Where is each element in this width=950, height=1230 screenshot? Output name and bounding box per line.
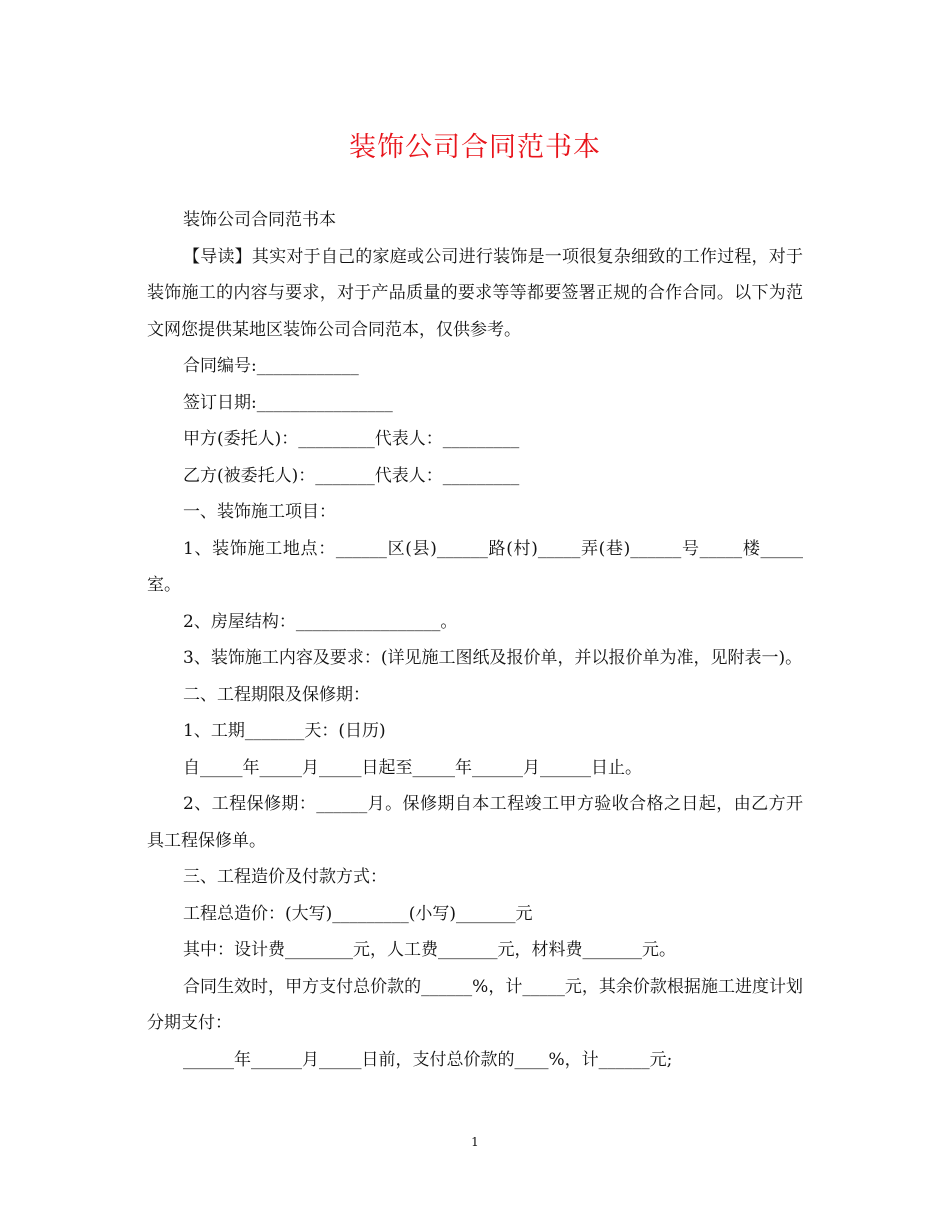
paragraph-structure: 2、房屋结构：_________________。 — [183, 611, 458, 632]
paragraph-warranty: 2、工程保修期：______月。保修期自本工程竣工甲方验收合格之日起，由乙方开具工程保修单。 — [147, 794, 803, 851]
paragraph-subtitle: 装饰公司合同范书本 — [183, 210, 336, 230]
paragraph-sign-date: 签订日期:________________ — [183, 392, 393, 413]
document-body — [147, 202, 803, 1078]
paragraph-fee-breakdown: 其中：设计费________元，人工费_______元，材料费_______元。 — [183, 940, 676, 960]
paragraph-payment-plan: 合同生效时，甲方支付总价款的______%，计_____元，其余价款根据施工进度计划分期支付： — [147, 976, 803, 1033]
paragraph-installment: ______年______月_____日前，支付总价款的____%，计______元; — [183, 1049, 673, 1070]
section-heading-3: 三、工程造价及付款方式： — [183, 867, 387, 887]
document-title: 装饰公司合同范书本 — [349, 132, 601, 163]
paragraph-duration: 1、工期_______天：(日历) — [183, 721, 386, 741]
paragraph-total-price: 工程总造价：(大写)_________(小写)_______元 — [183, 903, 533, 924]
paragraph-site-address: 1、装饰施工地点：______区(县)______路(村)_____弄(巷)______号_____楼_____室。 — [147, 538, 803, 595]
paragraph-intro: 【导读】其实对于自己的家庭或公司进行装饰是一项很复杂细致的工作过程，对于装饰施工的内容与要求，对于产品质量的要求等等都要签署正规的合作合同。以下为范文网您提供某地区装饰公司合同范本，仅供参考。 — [147, 246, 803, 340]
section-heading-1: 一、装饰施工项目： — [183, 502, 336, 522]
paragraph-party-a: 甲方(委托人)：_________代表人：_________ — [183, 429, 520, 449]
paragraph-contract-number: 合同编号:____________ — [183, 356, 359, 376]
page-number: 1 — [471, 1135, 479, 1149]
paragraph-date-range: 自_____年_____月_____日起至_____年______月______日止。 — [183, 757, 642, 778]
paragraph-party-b: 乙方(被委托人)：_______代表人：_________ — [183, 465, 520, 486]
section-heading-2: 二、工程期限及保修期： — [183, 684, 370, 705]
paragraph-content-requirements: 3、装饰施工内容及要求：(详见施工图纸及报价单，并以报价单为准，见附表一)。 — [183, 648, 803, 668]
